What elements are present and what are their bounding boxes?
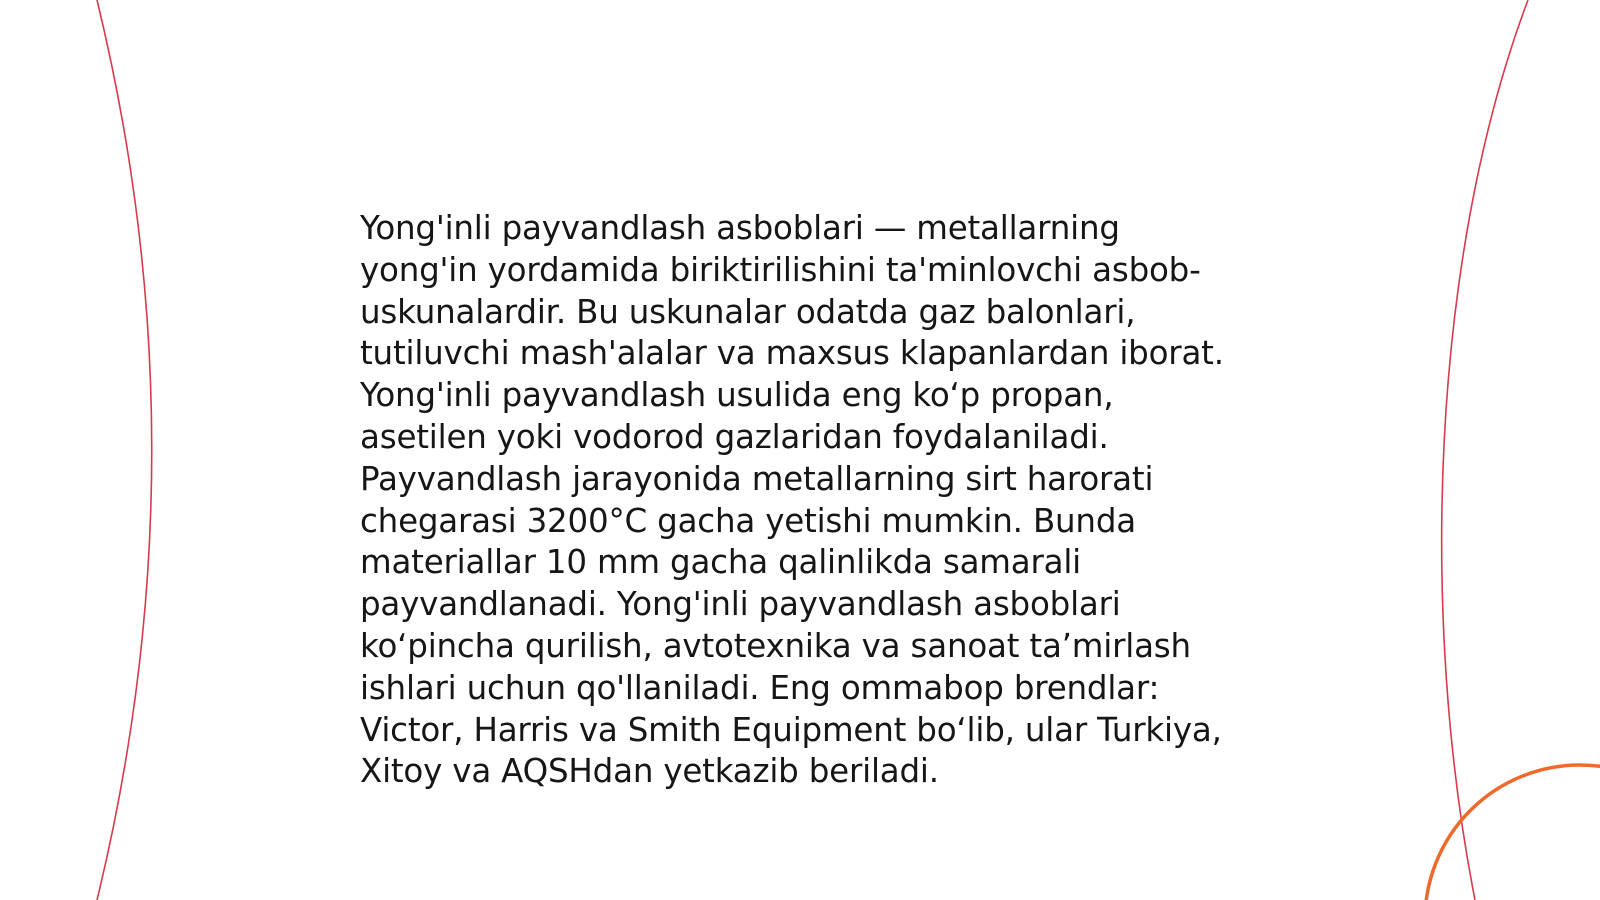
orange-circle-accent [1425, 765, 1600, 900]
slide-body-text: Yong'inli payvandlash asboblari — metallarning yong'in yordamida biriktirilishini ta'minlovchi asbob- uskunalardir. Bu uskunalar odatda gaz balonlari, tutiluvchi mash'alalar va maxsus klapanlardan iborat. Yong'inli payvandlash usulida eng ko‘p propan, asetilen yoki vodorod gazlaridan foydalaniladi. Payvandlash jarayonida metallarning sirt harorati chegarasi 3200°C gacha yetishi mumkin. Bunda materiallar 10 mm gacha qalinlikda samarali payvandlanadi. Yong'inli payvandlash asboblari ko‘pincha qurilish, avtotexnika va sanoat ta’mirlash ishlari uchun qo'llaniladi. Eng ommabop brendlar: Victor, Harris va Smith Equipment bo‘lib, ular Turkiya, Xitoy va AQSHdan yetkazib beriladi. [360, 209, 1224, 791]
right-arc-curve [1442, 0, 1528, 900]
left-arc-curve [97, 0, 152, 900]
